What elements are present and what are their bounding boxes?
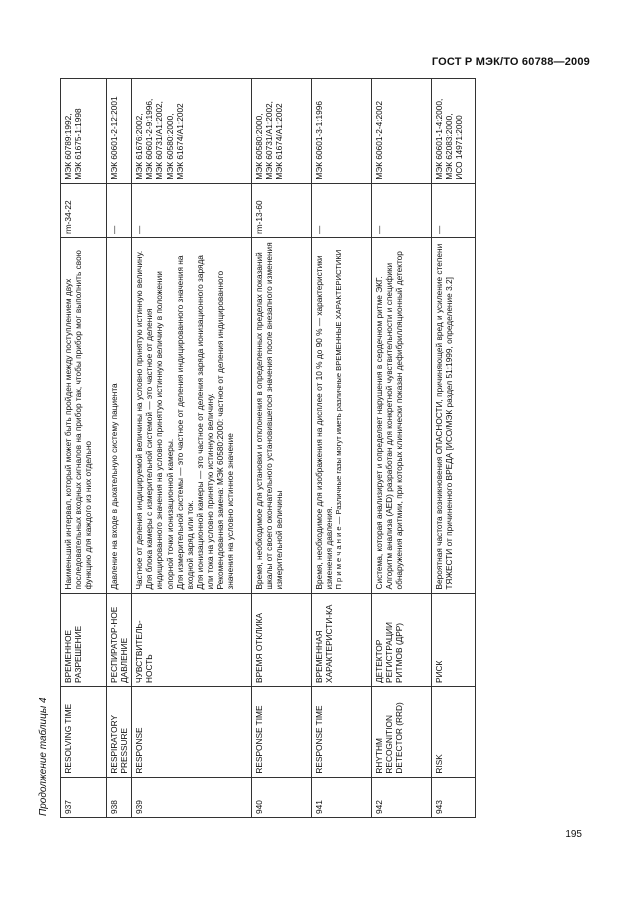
table-row bbox=[432, 79, 476, 818]
term-number: 941 bbox=[312, 777, 372, 817]
term-definition bbox=[132, 238, 252, 594]
definition-paragraph: Вероятная частота возникновения ОПАСНОСТИ, причиняющей вред и усиление степени ТЯЖЕСТИ от причиненного ВРЕДА [ИСО/МЭК раздел 51:1999, определение 3.2] bbox=[434, 243, 455, 590]
term-number: 937 bbox=[61, 777, 107, 817]
term-code: rm-13-60 bbox=[252, 183, 312, 237]
page-number: 195 bbox=[565, 829, 582, 840]
rotated-table-wrapper bbox=[60, 78, 585, 818]
term-code: — bbox=[312, 183, 372, 237]
term-reference: МЭК 60580:2000, МЭК 60731/А1:2002, МЭК 61674/А1:2002 bbox=[252, 79, 312, 184]
definition-paragraph: Частное от деления индицируемой величины на условно принятую истинную величину. bbox=[134, 250, 145, 590]
table-row bbox=[372, 79, 432, 818]
term-definition bbox=[107, 238, 132, 594]
definition-paragraph: Для блока камеры с измерительной системой — это частное от деления индицированного значения на условно принятую истинную величину в положении опорной точки ионизационной камеры. bbox=[144, 271, 175, 590]
term-number: 939 bbox=[132, 777, 252, 817]
term-code: — bbox=[132, 183, 252, 237]
term-number: 938 bbox=[107, 777, 132, 817]
term-number: 943 bbox=[432, 777, 476, 817]
term-russian: ВРЕМЕННАЯ ХАРАКТЕРИСТИ-КА bbox=[312, 593, 372, 686]
term-english: RESPIRATORY PRESSURE bbox=[107, 686, 132, 777]
term-code: — bbox=[432, 183, 476, 237]
term-russian: ВРЕМЕННОЕ РАЗРЕШЕНИЕ bbox=[61, 593, 107, 686]
term-russian: ВРЕМЯ ОТКЛИКА bbox=[252, 593, 312, 686]
term-english: RISK bbox=[432, 686, 476, 777]
table-row bbox=[61, 79, 107, 818]
table-caption: Продолжение таблицы 4 bbox=[38, 697, 49, 816]
term-reference: МЭК 60601-2-4:2002 bbox=[372, 79, 432, 184]
term-russian: ЧУВСТВИТЕЛЬ-НОСТЬ bbox=[132, 593, 252, 686]
term-definition bbox=[372, 238, 432, 594]
term-russian: РИСК bbox=[432, 593, 476, 686]
term-code: rm-34-22 bbox=[61, 183, 107, 237]
term-definition bbox=[61, 238, 107, 594]
term-english: RESPONSE TIME bbox=[252, 686, 312, 777]
definition-paragraph: Давление на входе в дыхательную систему пациента bbox=[109, 383, 119, 590]
definition-paragraph: Система, которая анализирует и определяет нарушения в сердечном ритме ЭКГ. Алгоритм анализа (AED) разработан для конкретной чувствительности и специфики обнаружения аритмии, при которых клинически показан дефибрилляционный детектор bbox=[374, 251, 405, 590]
term-code: — bbox=[372, 183, 432, 237]
table-row bbox=[252, 79, 312, 818]
term-reference: МЭК 60601-3-1:1996 bbox=[312, 79, 372, 184]
table-row bbox=[132, 79, 252, 818]
document-header: ГОСТ Р МЭК/ТО 60788—2009 bbox=[431, 56, 590, 68]
term-definition bbox=[432, 238, 476, 594]
definition-paragraph: Для ионизационной камеры — это частное от деления заряда ионизационного заряда или тока на условно принятую истинную величину. bbox=[194, 255, 215, 590]
term-russian: ДЕТЕКТОР РЕГИСТРАЦИИ РИТМОВ (ДРР) bbox=[372, 593, 432, 686]
definition-paragraph: Время, необходимое для изображения на дисплее от 10 % до 90 % — характеристики изменения давления. bbox=[314, 255, 335, 590]
term-english: RHYTHM RECOGNITION DETECTOR (RRD) bbox=[372, 686, 432, 777]
definition-paragraph: Рекомендованная замена: МЭК 60580:2000: частное от деления индицированного значения на условно истинное значение bbox=[215, 270, 236, 590]
terms-table bbox=[60, 78, 476, 818]
term-reference: МЭК 60789:1992, МЭК 61675-1:1998 bbox=[61, 79, 107, 184]
term-english: RESPONSE TIME bbox=[312, 686, 372, 777]
term-reference: МЭК 60601-1-4:2000, МЭК 62083:2000, ИСО 14971:2000 bbox=[432, 79, 476, 184]
term-russian: РЕСПИРАТОР-НОЕ ДАВЛЕНИЕ bbox=[107, 593, 132, 686]
definition-paragraph: Для измерительной системы — это частное от деления индицированного значения на входной заряд или ток. bbox=[174, 255, 195, 590]
term-number: 942 bbox=[372, 777, 432, 817]
table-row bbox=[312, 79, 372, 818]
term-reference: МЭК 60601-2-12:2001 bbox=[107, 79, 132, 184]
term-number: 940 bbox=[252, 777, 312, 817]
term-reference: МЭК 61676:2002, МЭК 60601-2-9:1996, МЭК 60731/А1:2002, МЭК 60580:2000, МЭК 61674/А1:2002 bbox=[132, 79, 252, 184]
table-row bbox=[107, 79, 132, 818]
term-definition bbox=[252, 238, 312, 594]
definition-note: П р и м е ч а н и е — Различные газы могут иметь различные ВРЕМЕННЫЕ ХАРАКТЕРИСТИКИ bbox=[334, 249, 344, 590]
term-definition bbox=[312, 238, 372, 594]
term-english: RESOLVING TIME bbox=[61, 686, 107, 777]
definition-paragraph: Время, необходимое для установки и отклонения в определенных пределах показаний шкалы от своего окончательного установившегося значения после внезапного изменения измерительной величины bbox=[254, 242, 285, 590]
definition-paragraph: Наименьший интервал, который может быть пройден между поступлением двух последовательных входных сигналов на прибор так, чтобы прибор мог выполнить свою функцию для каждого из них отдельно bbox=[63, 250, 94, 590]
term-english: RESPONSE bbox=[132, 686, 252, 777]
term-code: — bbox=[107, 183, 132, 237]
